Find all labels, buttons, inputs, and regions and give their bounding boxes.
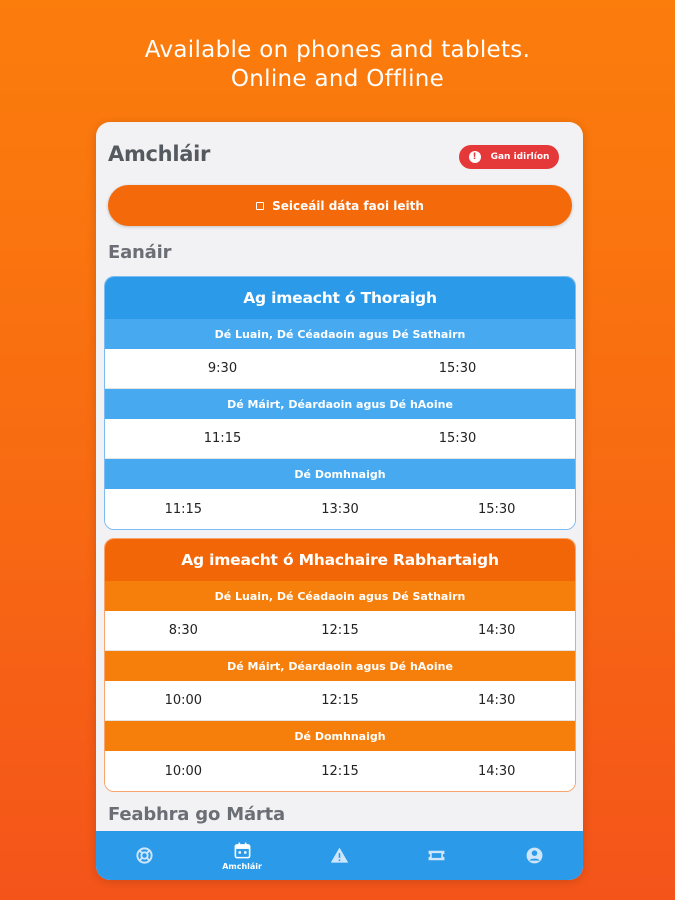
day-group-header: Dé Domhnaigh — [105, 459, 575, 489]
timetable-card-magheraroarty — [104, 538, 576, 792]
bottom-navigation — [96, 831, 583, 880]
check-date-label: Seiceáil dáta faoi leith — [272, 198, 424, 213]
time-row — [105, 419, 575, 459]
status-label: Gan idirlíon — [490, 152, 550, 162]
day-group-header: Dé Luain, Dé Céadaoin agus Dé Sathairn — [105, 581, 575, 611]
timetable-card-tory — [104, 276, 576, 530]
time-row — [105, 751, 575, 791]
app-screen — [96, 122, 583, 880]
departure-time: 11:15 — [164, 501, 203, 517]
nav-label-timetables: Amchláir — [222, 861, 262, 871]
departure-time: 14:30 — [477, 763, 516, 779]
day-group-header: Dé Domhnaigh — [105, 721, 575, 751]
nav-item-alerts[interactable] — [291, 831, 388, 880]
ticket-icon — [427, 846, 446, 865]
departure-time: 14:30 — [477, 623, 516, 638]
calendar-icon — [256, 202, 264, 210]
section-title-january: Eanáir — [108, 242, 172, 263]
alert-icon: ! — [469, 151, 481, 163]
app-header — [108, 142, 559, 172]
departure-time: 12:15 — [321, 623, 359, 638]
card-title: Ag imeacht ó Mhachaire Rabhartaigh — [105, 539, 575, 581]
page-title: Amchláir — [108, 142, 211, 166]
departure-time: 15:30 — [438, 431, 477, 446]
offline-status-badge[interactable] — [459, 145, 559, 169]
time-row — [105, 681, 575, 721]
departure-time: 8:30 — [168, 623, 198, 638]
lifebuoy-icon — [135, 846, 154, 865]
departure-time: 13:30 — [321, 501, 359, 517]
nav-item-account[interactable] — [486, 831, 583, 880]
warning-icon — [330, 846, 349, 865]
departure-time: 11:15 — [203, 431, 242, 446]
time-row — [105, 489, 575, 529]
promo-line-1: Available on phones and tablets. — [144, 37, 531, 63]
time-row — [105, 349, 575, 389]
departure-time: 15:30 — [438, 361, 477, 376]
departure-time: 15:30 — [477, 501, 516, 517]
departure-time: 12:15 — [321, 693, 359, 708]
departure-time: 12:15 — [321, 763, 359, 779]
day-group-header: Dé Máirt, Déardaoin agus Dé hAoine — [105, 389, 575, 419]
day-group-header: Dé Luain, Dé Céadaoin agus Dé Sathairn — [105, 319, 575, 349]
section-title-feb-march: Feabhra go Márta — [108, 804, 285, 825]
check-date-button[interactable] — [108, 185, 572, 226]
promo-headline — [0, 36, 675, 94]
day-group-header: Dé Máirt, Déardaoin agus Dé hAoine — [105, 651, 575, 681]
departure-time: 10:00 — [164, 763, 203, 779]
promo-line-2: Online and Offline — [230, 66, 445, 92]
departure-time: 14:30 — [477, 693, 516, 708]
departure-time: 9:30 — [207, 361, 238, 376]
nav-item-tickets[interactable] — [388, 831, 485, 880]
time-row — [105, 611, 575, 651]
calendar-icon — [233, 841, 252, 860]
account-icon — [525, 846, 544, 865]
nav-item-timetables[interactable] — [193, 831, 290, 880]
departure-time: 10:00 — [164, 693, 203, 708]
card-title: Ag imeacht ó Thoraigh — [105, 277, 575, 319]
nav-item-help[interactable] — [96, 831, 193, 880]
